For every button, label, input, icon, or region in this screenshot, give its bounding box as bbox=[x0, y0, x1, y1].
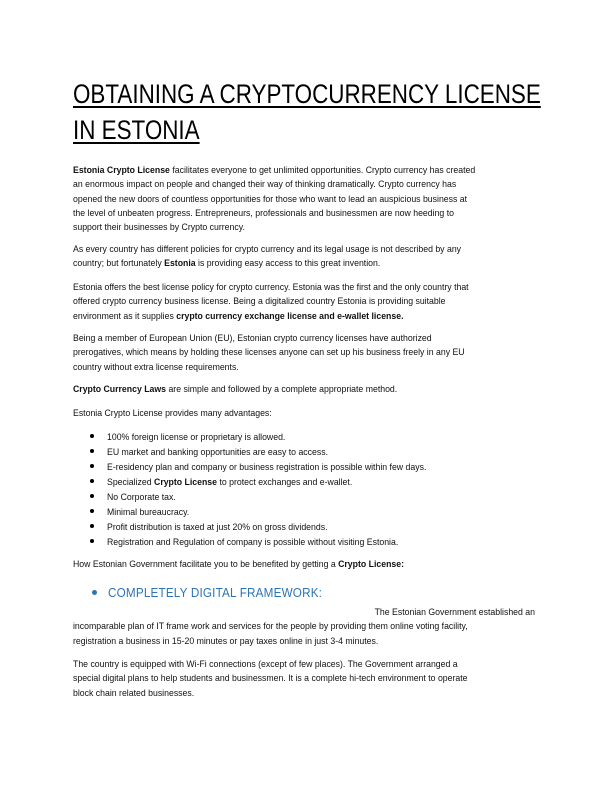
list-item-text bbox=[107, 444, 328, 459]
list-item-text bbox=[107, 534, 398, 549]
text-run: As every country has different policies for crypto currency and its legal usage is not described by any bbox=[73, 242, 462, 254]
bold-text: Crypto Currency Laws bbox=[73, 382, 167, 394]
list-item-text bbox=[107, 459, 426, 474]
text-line bbox=[73, 345, 465, 359]
text-run: prerogatives, which means by holding these licenses anyone can set up his business freely in any EU bbox=[73, 346, 465, 358]
paragraph-how bbox=[73, 557, 429, 571]
list-item-text bbox=[107, 474, 352, 489]
bullet-icon bbox=[90, 479, 94, 483]
bullet-icon bbox=[90, 494, 94, 498]
list-item bbox=[90, 474, 450, 489]
text-line bbox=[73, 280, 469, 294]
bold-text: Crypto License bbox=[154, 475, 218, 487]
text-run: Estonia offers the best license policy for crypto currency. Estonia was the first and the only country that bbox=[73, 280, 469, 292]
paragraph-digital bbox=[73, 619, 497, 648]
text-line bbox=[73, 657, 468, 671]
text-run: How Estonian Government facilitate you to be benefited by getting a bbox=[73, 557, 339, 569]
text-run: E-residency plan and company or business registration is possible within few days. bbox=[107, 460, 427, 472]
list-item bbox=[90, 429, 450, 444]
text-run: Registration and Regulation of company is possible without visiting Estonia. bbox=[107, 535, 399, 547]
text-run: the level of unbeaten progress. Entrepreneurs, professionals and businessmen are now heeding to bbox=[73, 206, 454, 218]
list-item bbox=[90, 489, 450, 504]
paragraph-digital-first-line bbox=[73, 605, 535, 619]
text-run: Specialized bbox=[107, 475, 155, 487]
text-line bbox=[73, 309, 469, 323]
text-line bbox=[73, 671, 468, 685]
list-item-text bbox=[107, 489, 176, 504]
paragraph-laws bbox=[73, 382, 422, 396]
text-line bbox=[73, 256, 461, 270]
text-line bbox=[73, 619, 468, 633]
text-line bbox=[73, 406, 272, 420]
list-item-text bbox=[107, 429, 285, 444]
text-run: registration a business in 15-20 minutes or pay taxes online in just 3-4 minutes. bbox=[73, 634, 379, 646]
list-item-text bbox=[107, 519, 328, 534]
text-run: special digital plans to help students and businessmen. It is a complete hi-tech environment to operate bbox=[73, 672, 468, 684]
text-run: 100% foreign license or proprietary is allowed. bbox=[107, 430, 286, 442]
paragraph-policies bbox=[73, 242, 490, 271]
text-run: Estonia Crypto License provides many advantages: bbox=[73, 406, 272, 418]
list-item bbox=[90, 504, 450, 519]
text-run: block chain related businesses. bbox=[73, 686, 195, 698]
text-run: facilitates everyone to get unlimited opportunities. Crypto currency has created bbox=[169, 163, 476, 175]
bold-text: Estonia Crypto License bbox=[73, 163, 170, 175]
list-item bbox=[90, 519, 450, 534]
paragraph-advantages-intro bbox=[73, 406, 287, 420]
text-run: country; but fortunately bbox=[73, 257, 165, 269]
list-item bbox=[90, 459, 450, 474]
section-heading-text: COMPLETELY DIGITAL FRAMEWORK: bbox=[108, 585, 323, 600]
paragraph-eu-member bbox=[73, 331, 494, 374]
text-run: environment as it supplies bbox=[73, 309, 177, 321]
text-run: are simple and followed by a complete appropriate method. bbox=[166, 382, 398, 394]
text-run: to protect exchanges and e-wallet. bbox=[217, 475, 353, 487]
text-run: Being a member of European Union (EU), Estonian crypto currency licenses have authorized bbox=[73, 331, 432, 343]
text-line bbox=[73, 192, 475, 206]
bold-text: Crypto License: bbox=[338, 557, 405, 569]
text-run: incomparable plan of IT frame work and services for the people by providing them online voting facility, bbox=[73, 620, 468, 632]
bullet-icon bbox=[90, 434, 94, 438]
bullet-icon bbox=[90, 524, 94, 528]
text-run: support their businesses by Crypto currency. bbox=[73, 221, 245, 233]
bold-text: crypto currency exchange license and e-wallet license. bbox=[176, 309, 404, 321]
text-line bbox=[73, 177, 475, 191]
paragraph-best-policy bbox=[73, 280, 498, 323]
text-run: an enormous impact on people and changed their way of thinking dramatically. Crypto currency has bbox=[73, 178, 457, 190]
text-line bbox=[73, 360, 465, 374]
text-run: Profit distribution is taxed at just 20% on gross dividends. bbox=[107, 520, 328, 532]
list-item bbox=[90, 534, 450, 549]
text-run: EU market and banking opportunities are easy to access. bbox=[107, 445, 329, 457]
text-run: The Estonian Government established an bbox=[374, 605, 535, 617]
text-run: The country is equipped with Wi-Fi connections (except of few places). The Government arranged a bbox=[73, 657, 458, 669]
document-title-line-1: OBTAINING A CRYPTOCURRENCY LICENSE bbox=[73, 79, 541, 109]
advantages-list bbox=[90, 429, 450, 549]
section-heading bbox=[92, 585, 346, 600]
paragraph-wifi bbox=[73, 657, 497, 700]
text-run: country without extra license requirements. bbox=[73, 360, 239, 372]
text-run: opened the new doors of countless opportunities for those who want to lead an auspicious business at bbox=[73, 192, 468, 204]
text-run: No Corporate tax. bbox=[107, 490, 176, 502]
paragraph-intro bbox=[73, 163, 506, 235]
bullet-icon bbox=[90, 449, 94, 453]
bullet-icon bbox=[90, 464, 94, 468]
bold-text: Estonia bbox=[164, 257, 196, 269]
text-line bbox=[73, 294, 469, 308]
text-line bbox=[73, 382, 397, 396]
text-run: is providing easy access to this great invention. bbox=[195, 257, 381, 269]
document-title-line-2: IN ESTONIA bbox=[73, 115, 200, 145]
text-line bbox=[73, 557, 404, 571]
text-line bbox=[73, 242, 461, 256]
text-line bbox=[105, 605, 535, 619]
text-line bbox=[73, 206, 475, 220]
list-item-text bbox=[107, 504, 189, 519]
bullet-icon bbox=[90, 539, 94, 543]
bullet-icon bbox=[92, 590, 97, 595]
bullet-icon bbox=[90, 509, 94, 513]
text-line bbox=[73, 163, 475, 177]
list-item bbox=[90, 444, 450, 459]
text-line bbox=[73, 686, 468, 700]
text-line bbox=[73, 220, 475, 234]
text-run: Minimal bureaucracy. bbox=[107, 505, 190, 517]
text-line bbox=[73, 331, 465, 345]
text-run: offered crypto currency business license. Being a digitalized country Estonia is providing suitable bbox=[73, 295, 446, 307]
text-line bbox=[73, 634, 468, 648]
